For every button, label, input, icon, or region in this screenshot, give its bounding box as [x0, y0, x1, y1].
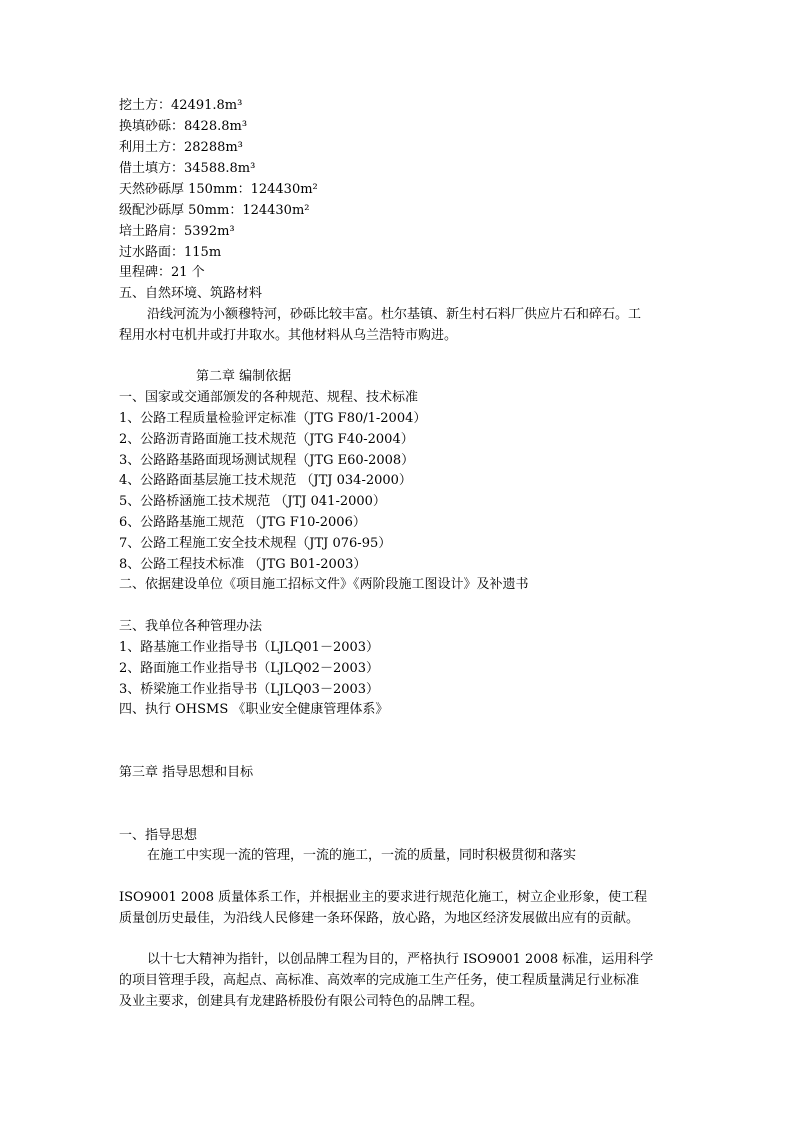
section-heading: 五、自然环境、筑路材料 — [119, 286, 263, 301]
quantity-line: 天然砂砾厚 150mm：124430m² — [119, 182, 318, 197]
method-item: 3、桥梁施工作业指导书（LJLQ03－2003） — [119, 682, 380, 697]
standard-item: 2、公路沥青路面施工技术规范（JTG F40-2004） — [119, 432, 414, 447]
paragraph-line: 在施工中实现一流的管理，一流的施工，一流的质量，同时积极贯彻和落实 — [147, 848, 577, 863]
standard-item: 1、公路工程质量检验评定标准（JTG F80/1-2004） — [119, 411, 427, 426]
paragraph-line: 程用水村屯机井或打井取水。其他材料从乌兰浩特市购进。 — [119, 328, 458, 343]
standard-item: 5、公路桥涵施工技术规范 （JTJ 041-2000） — [119, 494, 386, 509]
section-heading: 一、国家或交通部颁发的各种规范、规程、技术标准 — [119, 390, 419, 405]
standard-item: 8、公路工程技术标准 （JTG B01-2003） — [119, 557, 367, 572]
quantity-line: 培土路肩：5392m³ — [119, 224, 235, 239]
standard-item: 6、公路路基施工规范 （JTG F10-2006） — [119, 515, 366, 530]
paragraph-line: ISO9001 2008 质量体系工作，并根据业主的要求进行规范化施工，树立企业形象，使工程 — [119, 890, 648, 905]
quantity-line: 挖土方：42491.8m³ — [119, 98, 243, 113]
section-heading: 三、我单位各种管理办法 — [119, 619, 263, 634]
paragraph-line: 的项目管理手段，高起点、高标准、高效率的完成施工生产任务，使工程质量满足行业标准 — [119, 973, 640, 988]
standard-item: 3、公路路基路面现场测试规程（JTG E60-2008） — [119, 453, 415, 468]
section-heading: 二、依据建设单位《项目施工招标文件》《两阶段施工图设计》及补遗书 — [119, 577, 529, 592]
method-item: 2、路面施工作业指导书（LJLQ02－2003） — [119, 661, 380, 676]
quantity-line: 级配沙砾厚 50mm：124430m² — [119, 203, 310, 218]
quantity-line: 里程碑：21 个 — [119, 265, 205, 280]
chapter-title: 第二章 编制依据 — [196, 369, 292, 384]
quantity-line: 借土填方：34588.8m³ — [119, 161, 256, 176]
paragraph-line: 以十七大精神为指针，以创品牌工程为目的，严格执行 ISO9001 2008 标准，运用科学 — [147, 952, 654, 967]
method-item: 1、路基施工作业指导书（LJLQ01－2003） — [119, 640, 380, 655]
section-heading: 四、执行 OHSMS 《职业安全健康管理体系》 — [119, 702, 389, 717]
paragraph-line: 沿线河流为小额穆特河，砂砾比较丰富。杜尔基镇、新生村石料厂供应片石和碎石。工 — [147, 307, 642, 322]
quantity-line: 利用土方：28288m³ — [119, 140, 243, 155]
quantity-line: 换填砂砾：8428.8m³ — [119, 119, 248, 134]
paragraph-line: 及业主要求，创建具有龙建路桥股份有限公司特色的品牌工程。 — [119, 994, 484, 1009]
standard-item: 4、公路路面基层施工技术规范 （JTJ 034-2000） — [119, 473, 412, 488]
section-heading: 一、指导思想 — [119, 828, 198, 843]
chapter-title: 第三章 指导思想和目标 — [119, 765, 254, 780]
paragraph-line: 质量创历史最佳，为沿线人民修建一条环保路，放心路，为地区经济发展做出应有的贡献。 — [119, 911, 640, 926]
quantity-line: 过水路面：115m — [119, 245, 222, 260]
standard-item: 7、公路工程施工安全技术规程（JTJ 076-95） — [119, 536, 392, 551]
